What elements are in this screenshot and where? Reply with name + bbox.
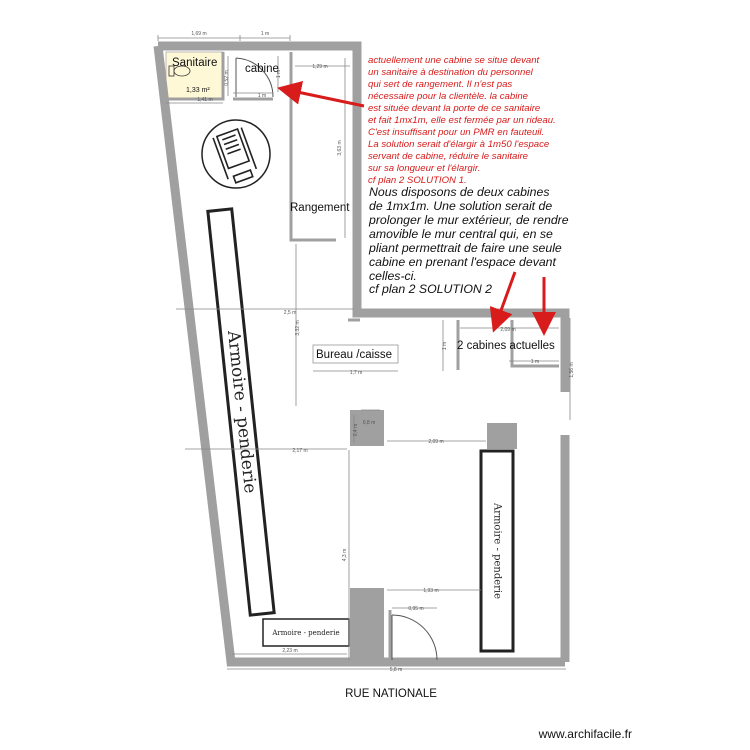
dim-mid-217: 2,17 m bbox=[292, 448, 308, 454]
dim-cab-1h: 1 m bbox=[276, 69, 282, 79]
dim-main-332: 3,32 m bbox=[295, 320, 301, 336]
black-note-line-7: cf plan 2 SOLUTION 2 bbox=[369, 282, 493, 296]
armoire-right bbox=[481, 451, 513, 651]
red-note-line-5: et fait 1mx1m, elle est fermée par un rideau. bbox=[368, 115, 556, 126]
black-note-line-2: prolonger le mur extérieur, de rendre bbox=[369, 213, 569, 227]
room-sanitaire-label: Sanitaire bbox=[172, 57, 218, 69]
dim-cab-1w2: 1 m bbox=[530, 359, 540, 365]
dim-top-1: 1 m bbox=[260, 31, 270, 37]
red-note-line-7: La solution serait d'élargir à 1m50 l'espace bbox=[368, 139, 550, 150]
dim-bur-17: 1,7 m bbox=[349, 370, 363, 376]
armoire-bottom-label: Armoire - penderie bbox=[272, 629, 340, 637]
black-note-line-3: amovible le mur central qui, en se bbox=[369, 227, 553, 241]
red-note-line-8: servant de cabine, réduire le sanitaire bbox=[368, 151, 528, 162]
dim-right-156: 1,56 m bbox=[569, 362, 575, 378]
black-note-line-1: de 1mx1m. Une solution serait de bbox=[369, 199, 553, 213]
dim-bottom-58: 5,8 m bbox=[389, 667, 403, 673]
black-note-line-5: cabine en prenant l'espace devant bbox=[369, 255, 556, 269]
red-note-line-1: un sanitaire à destination du personnel bbox=[368, 67, 533, 78]
room-bureau-label: Bureau /caisse bbox=[316, 349, 393, 361]
dim-cab-209: 2,09 m bbox=[500, 327, 516, 333]
red-note-line-0: actuellement une cabine se situe devant bbox=[368, 55, 540, 66]
red-note-line-9: sur sa longueur et l'élargir. bbox=[368, 163, 481, 174]
black-note bbox=[368, 185, 569, 296]
dim-top-169: 1,69 m bbox=[191, 31, 207, 37]
dim-main-25: 2,5 m bbox=[283, 310, 297, 316]
dim-cab-1h2: 1 m bbox=[442, 341, 448, 351]
pillar-bottom bbox=[350, 588, 384, 664]
right-notch bbox=[487, 423, 517, 449]
room-sanitaire-area: 1,33 m² bbox=[186, 87, 210, 94]
red-note-line-3: nécessaire pour la clientèle. la cabine bbox=[368, 91, 528, 102]
dim-pillar-08: 0,8 m bbox=[362, 420, 376, 426]
dim-pillar-04: 0,4 m bbox=[353, 423, 359, 437]
dim-bottom-223: 2,23 m bbox=[282, 648, 298, 654]
dim-low-43: 4,3 m bbox=[342, 548, 348, 562]
room-cabines-actuelles-label: 2 cabines actuelles bbox=[457, 340, 555, 352]
watermark: www.archifacile.fr bbox=[538, 727, 632, 741]
dim-rang-129: 1,29 m bbox=[312, 64, 328, 70]
dim-san-052: 0,52 m bbox=[224, 70, 230, 86]
black-note-line-6: celles-ci. bbox=[369, 269, 417, 283]
room-cabine-label: cabine bbox=[245, 63, 279, 75]
red-note-line-4: est située devant la porte de ce sanitaire bbox=[368, 103, 541, 114]
arrow-to-cabine bbox=[283, 89, 364, 106]
black-note-line-0: Nous disposons de deux cabines bbox=[369, 185, 550, 199]
dim-rang-363: 3,63 m bbox=[337, 140, 343, 156]
red-note-line-2: qui sert de rangement. Il n'est pas bbox=[368, 79, 513, 90]
arrow-to-cabine-1 bbox=[495, 272, 515, 327]
dim-door-095: 0,95 m bbox=[408, 606, 424, 612]
armoire-bottom bbox=[263, 619, 349, 646]
street-label: RUE NATIONALE bbox=[345, 688, 437, 700]
room-rangement-label: Rangement bbox=[290, 202, 350, 214]
door-entrance bbox=[392, 615, 437, 660]
dim-mid-209: 2,09 m bbox=[428, 439, 444, 445]
dim-low-193: 1,93 m bbox=[423, 588, 439, 594]
wheelchair-icon bbox=[202, 120, 270, 188]
armoire-right-label: Armoire - penderie bbox=[491, 502, 503, 600]
dim-cab-1w: 1 m bbox=[257, 93, 267, 99]
armoire-left-label: Armoire - penderie bbox=[223, 329, 260, 495]
black-note-line-4: pliant permettrait de faire une seule bbox=[369, 241, 562, 255]
dim-san-141: 1,41 m bbox=[197, 97, 213, 103]
red-note-line-10: cf plan 2 SOLUTION 1. bbox=[368, 175, 467, 186]
red-note-line-6: C'est insuffisant pour un PMR en fauteuil. bbox=[368, 127, 545, 138]
red-note bbox=[368, 55, 556, 186]
